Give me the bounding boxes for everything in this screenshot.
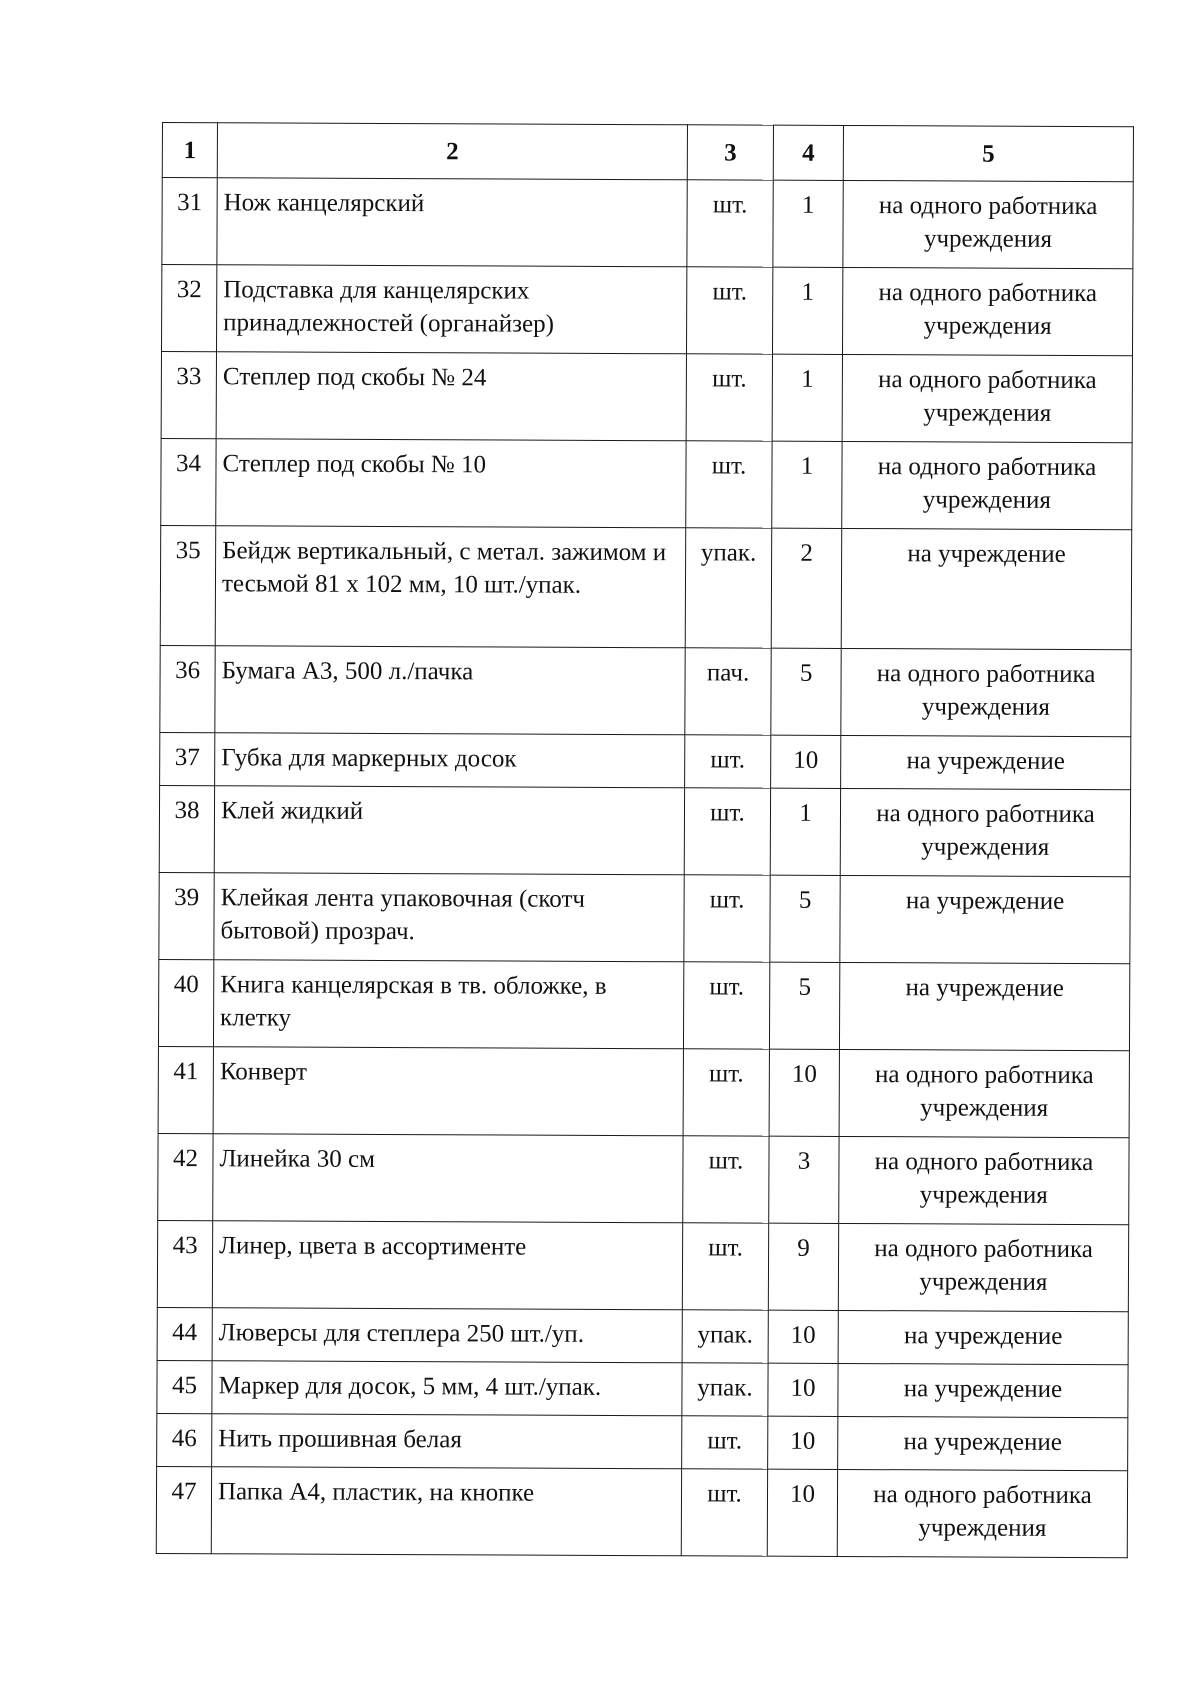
- item-quantity: 5: [771, 648, 841, 735]
- header-col-3: 3: [687, 125, 773, 180]
- item-unit: шт.: [683, 962, 769, 1049]
- item-unit: шт.: [687, 180, 773, 267]
- item-quantity: 1: [773, 180, 843, 267]
- item-allocation: на учреждение: [841, 528, 1132, 649]
- item-unit: шт.: [684, 788, 770, 875]
- header-col-5: 5: [843, 125, 1133, 181]
- table-row: [158, 1133, 1129, 1224]
- row-number: 36: [160, 645, 215, 732]
- table-row: [160, 525, 1132, 649]
- item-quantity: 10: [768, 1416, 838, 1469]
- table-row: [158, 1046, 1129, 1137]
- item-quantity: 3: [769, 1136, 839, 1223]
- item-unit: шт.: [685, 735, 771, 788]
- table-row: [157, 1360, 1128, 1417]
- item-quantity: 1: [772, 267, 842, 354]
- item-name: Люверсы для степлера 250 шт./уп.: [212, 1308, 682, 1363]
- row-number: 46: [157, 1413, 212, 1466]
- item-allocation: на одного работника учреждения: [842, 354, 1132, 442]
- item-unit: шт.: [683, 1049, 769, 1136]
- item-allocation: на одного работника учреждения: [843, 180, 1133, 268]
- item-name: Бейдж вертикальный, с метал. зажимом и тесьмой 81 х 102 мм, 10 шт./упак.: [215, 526, 686, 648]
- table-row: [157, 1220, 1128, 1311]
- item-name: Книга канцелярская в тв. обложке, в клетку: [213, 960, 683, 1049]
- table-body: [156, 178, 1133, 1558]
- item-unit: шт.: [681, 1469, 767, 1556]
- header-col-1: 1: [162, 123, 217, 178]
- item-allocation: на одного работника учреждения: [842, 441, 1132, 529]
- item-name: Клейкая лента упаковочная (скотч бытовой) прозрач.: [214, 873, 684, 962]
- item-name: Линейка 30 см: [213, 1134, 683, 1223]
- header-col-2: 2: [217, 123, 687, 180]
- item-quantity: 10: [771, 735, 841, 788]
- header-col-4: 4: [773, 125, 843, 180]
- row-number: 41: [158, 1046, 213, 1133]
- item-name: Губка для маркерных досок: [215, 733, 685, 788]
- item-quantity: 1: [770, 788, 840, 875]
- table-row: [157, 1413, 1128, 1470]
- item-allocation: на одного работника учреждения: [839, 1049, 1129, 1137]
- row-number: 40: [158, 959, 213, 1046]
- row-number: 32: [161, 265, 216, 352]
- item-name: Нить прошивная белая: [212, 1414, 682, 1469]
- item-allocation: на учреждение: [840, 875, 1130, 963]
- item-unit: шт.: [686, 267, 772, 354]
- row-number: 35: [160, 525, 216, 645]
- item-name: Степлер под скобы № 10: [216, 439, 686, 528]
- item-name: Нож канцелярский: [217, 178, 687, 267]
- item-unit: шт.: [684, 875, 770, 962]
- item-allocation: на одного работника учреждения: [842, 267, 1132, 355]
- table-row: [159, 785, 1130, 876]
- row-number: 47: [156, 1466, 211, 1553]
- item-name: Подставка для канцелярских принадлежностей (органайзер): [216, 265, 686, 354]
- item-name: Клей жидкий: [214, 786, 684, 875]
- item-unit: упак.: [682, 1310, 768, 1363]
- item-allocation: на учреждение: [839, 962, 1129, 1050]
- header-row: [162, 123, 1133, 182]
- item-name: Степлер под скобы № 24: [216, 352, 686, 441]
- item-quantity: 10: [767, 1469, 837, 1556]
- row-number: 33: [161, 352, 216, 439]
- item-quantity: 10: [768, 1363, 838, 1416]
- row-number: 43: [157, 1220, 212, 1307]
- item-name: Бумага А3, 500 л./пачка: [215, 646, 685, 735]
- item-quantity: 2: [771, 528, 842, 648]
- supplies-table: [156, 122, 1134, 1558]
- item-allocation: на одного работника учреждения: [837, 1469, 1127, 1557]
- item-unit: шт.: [686, 354, 772, 441]
- row-number: 34: [161, 438, 216, 525]
- table-row: [156, 1466, 1127, 1557]
- item-name: Маркер для досок, 5 мм, 4 шт./упак.: [212, 1361, 682, 1416]
- table-header: [162, 123, 1133, 182]
- table-row: [161, 438, 1132, 529]
- item-allocation: на учреждение: [838, 1363, 1128, 1417]
- table-row: [158, 959, 1129, 1050]
- item-allocation: на одного работника учреждения: [840, 788, 1130, 876]
- item-allocation: на одного работника учреждения: [839, 1136, 1129, 1224]
- table-row: [162, 178, 1133, 269]
- row-number: 37: [160, 732, 215, 785]
- item-unit: шт.: [682, 1223, 768, 1310]
- row-number: 39: [159, 872, 214, 959]
- table-row: [159, 872, 1130, 963]
- item-quantity: 1: [772, 441, 842, 528]
- row-number: 38: [159, 785, 214, 872]
- item-allocation: на одного работника учреждения: [838, 1223, 1128, 1311]
- row-number: 42: [158, 1133, 213, 1220]
- table-row: [161, 265, 1132, 356]
- item-allocation: на учреждение: [841, 735, 1131, 789]
- item-unit: шт.: [686, 441, 772, 528]
- table-row: [157, 1307, 1128, 1364]
- item-allocation: на одного работника учреждения: [841, 648, 1131, 736]
- item-quantity: 1: [772, 354, 842, 441]
- row-number: 45: [157, 1360, 212, 1413]
- item-quantity: 5: [770, 875, 840, 962]
- table-row: [160, 645, 1131, 736]
- item-quantity: 5: [769, 962, 839, 1049]
- item-allocation: на учреждение: [838, 1310, 1128, 1364]
- item-name: Папка А4, пластик, на кнопке: [211, 1467, 681, 1556]
- item-name: Линер, цвета в ассортименте: [212, 1221, 682, 1310]
- item-unit: упак.: [682, 1363, 768, 1416]
- row-number: 31: [162, 178, 217, 265]
- item-unit: пач.: [685, 648, 771, 735]
- item-quantity: 10: [769, 1049, 839, 1136]
- item-unit: шт.: [682, 1416, 768, 1469]
- item-quantity: 9: [768, 1223, 838, 1310]
- table-row: [160, 732, 1131, 789]
- item-unit: шт.: [683, 1136, 769, 1223]
- item-name: Конверт: [213, 1047, 683, 1136]
- item-allocation: на учреждение: [838, 1416, 1128, 1470]
- item-quantity: 10: [768, 1310, 838, 1363]
- row-number: 44: [157, 1307, 212, 1360]
- table-row: [161, 352, 1132, 443]
- item-unit: упак.: [685, 528, 772, 648]
